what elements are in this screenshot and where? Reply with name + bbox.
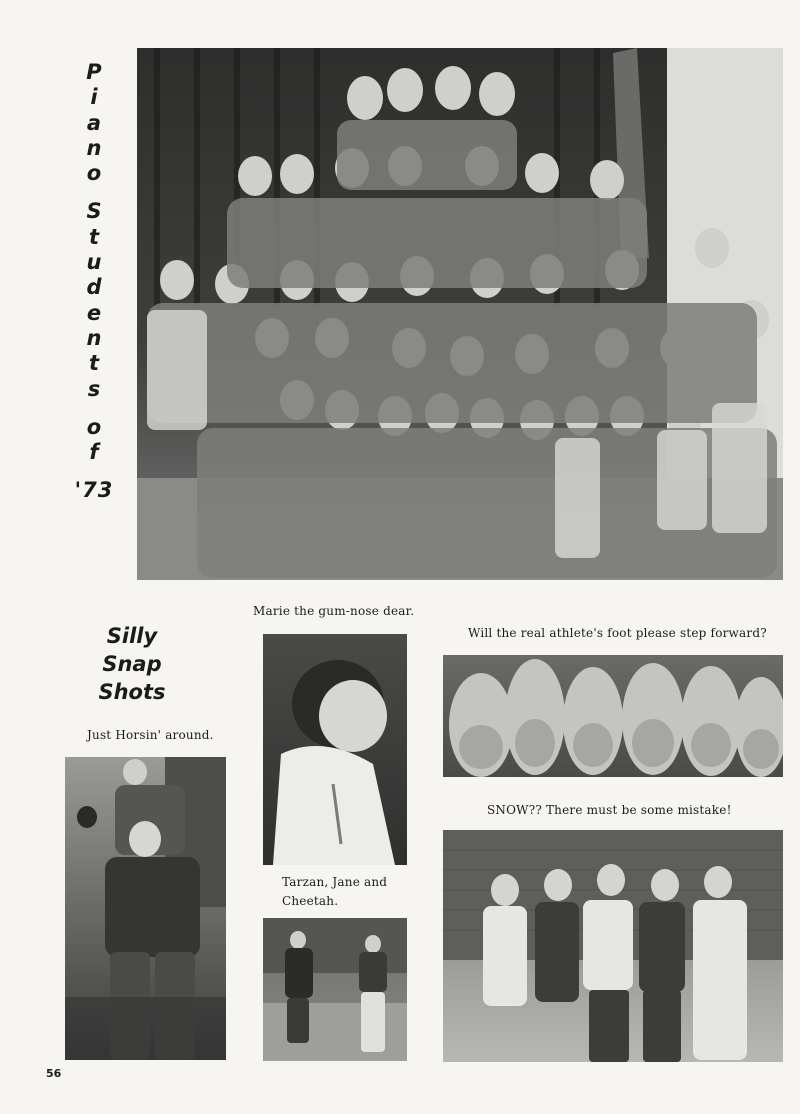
- title-letter: t: [88, 351, 100, 376]
- photo-athletes-feet: [443, 655, 783, 777]
- title-letter: d: [86, 275, 102, 300]
- title-letter: P: [86, 60, 102, 84]
- caption-tarzan-line: Tarzan, Jane and: [282, 875, 388, 889]
- snapshots-title: [92, 622, 172, 706]
- caption-tarzan: [282, 873, 387, 911]
- title-letter: f: [89, 440, 99, 465]
- photo-horsin-around: [65, 757, 226, 1060]
- page-number: 56: [46, 1067, 62, 1080]
- title-letter: e: [86, 300, 102, 325]
- title-letter: n: [86, 135, 102, 160]
- title-letter: a: [86, 110, 102, 135]
- photo-snow-group: [443, 830, 783, 1062]
- snapshots-title-line: Snap: [102, 652, 162, 676]
- snapshots-title-line: Silly: [106, 624, 158, 648]
- caption-tarzan-line: Cheetah.: [282, 894, 339, 908]
- title-letter: i: [90, 85, 98, 110]
- caption-athletes-foot: Will the real athlete's foot please step forward?: [468, 626, 767, 640]
- title-letter: n: [86, 325, 102, 350]
- title-letter: S: [86, 199, 102, 224]
- title-letter: o: [86, 414, 102, 439]
- photo-marie: [263, 634, 407, 865]
- page-title-vertical: [70, 62, 118, 506]
- title-letter: o: [86, 161, 102, 186]
- caption-gum-nose: Marie the gum-nose dear.: [253, 604, 415, 618]
- photo-tarzan-jane-cheetah: [263, 918, 407, 1061]
- snapshots-title-line: Shots: [98, 680, 166, 704]
- group-photo-piano-students: [137, 48, 783, 580]
- caption-horsin: Just Horsin' around.: [87, 728, 214, 742]
- title-letter: s: [87, 376, 101, 401]
- title-letter: t: [88, 224, 100, 249]
- title-letter: u: [86, 250, 102, 275]
- caption-snow: SNOW?? There must be some mistake!: [487, 803, 732, 817]
- title-year: '73: [74, 478, 114, 503]
